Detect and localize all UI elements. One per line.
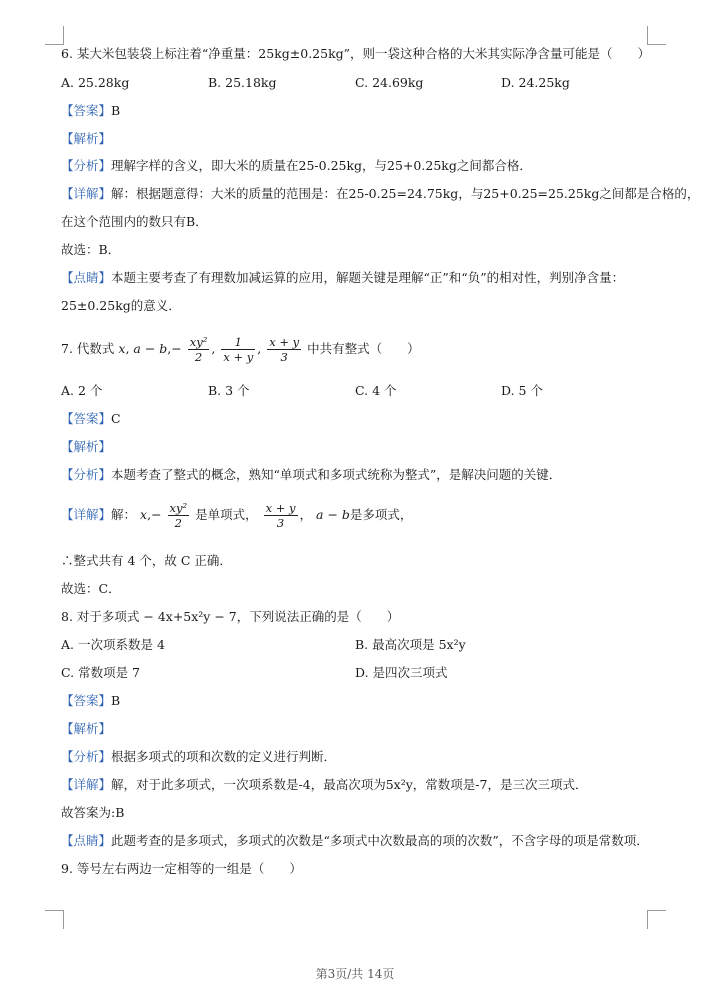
q7-analysis-heading [61, 439, 111, 455]
page-footer: 第3页/共 14页 [315, 967, 395, 981]
fenxi-text: 根据多项式的项和次数的定义进行判断． [111, 749, 337, 764]
expr-sep: , [167, 341, 172, 356]
expr-neg: − [151, 507, 162, 522]
answer-value: B [111, 693, 121, 708]
q6-answer [61, 103, 120, 119]
fenxi-tag: 【分析】 [61, 158, 112, 173]
q8-option-a: A. 一次项系数是 4 [61, 637, 165, 652]
analysis-tag: 【解析】 [61, 131, 112, 146]
q8-comment [61, 833, 649, 849]
q6-option-c: C. 24.69kg [355, 75, 424, 90]
expr-sep: , [211, 341, 216, 356]
analysis-tag: 【解析】 [61, 439, 112, 454]
q8-answer [61, 693, 120, 709]
answer-tag: 【答案】 [61, 411, 112, 426]
q6-fenxi [61, 158, 532, 174]
q7-option-b: B. 3 个 [208, 383, 250, 398]
fraction-xy2-over-2: $\frac{\text{xy²}}{2}$ [169, 501, 188, 530]
crop-mark-top-right [647, 26, 666, 45]
q7-answer [61, 411, 121, 427]
analysis-tag: 【解析】 [61, 721, 112, 736]
detail-mid-1: 是单项式， [195, 507, 258, 522]
detail-text: 解：根据题意得：大米的质量的范围是：在25-0.25=24.75kg，与25+0.25=25.25kg之间都是合格的， [111, 186, 700, 201]
expr-neg: − [171, 341, 182, 356]
q8-option-d: D. 是四次三项式 [355, 665, 448, 680]
q7-detail [61, 498, 412, 532]
detail-tag: 【详解】 [61, 777, 112, 792]
comment-tag: 【点睛】 [61, 833, 112, 848]
answer-value: B [111, 103, 121, 118]
detail-text: 解，对于此多项式，一次项系数是-4，最高次项为5x²y，常数项是-7，是三次三项式． [111, 777, 588, 792]
expr-a-minus-b: a − b [133, 341, 168, 356]
q6-detail-line-1 [61, 186, 699, 202]
detail-mid-2: ， [299, 507, 313, 522]
q6-comment-line-2: 25±0.25kg的意义． [61, 298, 181, 313]
q8-option-c: C. 常数项是 7 [61, 665, 140, 680]
q9-stem: 9. 等号左右两边一定相等的一组是（ ） [61, 861, 302, 876]
fenxi-tag: 【分析】 [61, 467, 112, 482]
detail-tag: 【详解】 [61, 186, 112, 201]
expr-sep: , [147, 507, 152, 522]
detail-tag: 【详解】 [61, 507, 112, 522]
crop-mark-top-left [45, 26, 64, 45]
q7-option-c: C. 4 个 [355, 383, 397, 398]
q6-option-a: A. 25.28kg [61, 75, 130, 90]
detail-end: 是多项式， [349, 507, 413, 522]
q7-option-a: A. 2 个 [61, 383, 103, 398]
fenxi-text: 本题考查了整式的概念，熟知“单项式和多项式统称为整式”，是解决问题的关键． [111, 467, 562, 482]
q7-choose: 故选：C． [61, 581, 121, 596]
q7-conclusion: ∴整式共有 4 个，故 C 正确． [61, 553, 232, 568]
q8-analysis-heading [61, 721, 111, 737]
q8-fenxi [61, 749, 336, 765]
fraction-xy2-over-2: $\frac{\text{xy²}}{2}$ [189, 335, 208, 364]
q7-fenxi [61, 467, 561, 483]
q7-stem-prefix: 7. 代数式 [61, 341, 115, 356]
q7-stem [61, 334, 420, 364]
detail-pre: 解： [111, 507, 137, 522]
fenxi-tag: 【分析】 [61, 749, 112, 764]
answer-tag: 【答案】 [61, 693, 112, 708]
expr-x: x [140, 507, 148, 522]
fenxi-text: 理解字样的含义，即大米的质量在25-0.25kg，与25+0.25kg之间都合格． [111, 158, 532, 173]
q7-stem-suffix: 中共有整式（ ） [307, 341, 420, 356]
q6-detail-line-2: 在这个范围内的数只有B． [61, 214, 208, 229]
comment-text: 此题考查的是多项式，多项式的次数是“多项式中次数最高的项的次数”，不含字母的项是常数项． [111, 833, 649, 848]
q6-analysis-heading [61, 131, 111, 147]
q8-option-b: B. 最高次项是 5x²y [355, 637, 466, 652]
comment-tag: 【点睛】 [61, 270, 112, 285]
q6-option-d: D. 24.25kg [501, 75, 570, 90]
expr-x: x [118, 341, 126, 356]
fraction-1-over-x-plus-y: $\frac{1}{x + y}$ [223, 335, 254, 364]
q6-option-b: B. 25.18kg [208, 75, 277, 90]
expr-sep: , [257, 341, 262, 356]
comment-text: 本题主要考查了有理数加减运算的应用，解题关键是理解“正”和“负”的相对性，判别净含量： [111, 270, 625, 285]
q7-option-d: D. 5 个 [501, 383, 543, 398]
answer-tag: 【答案】 [61, 103, 112, 118]
expr-sep: , [125, 341, 130, 356]
q8-choose: 故答案为:B [61, 805, 125, 820]
detail-a-minus-b: a − b [316, 507, 350, 522]
q6-choose: 故选：B． [61, 242, 121, 257]
fraction-x-plus-y-over-3: $\frac{x + y}{3}$ [265, 501, 296, 530]
q6-comment-line-1 [61, 270, 624, 286]
crop-mark-bottom-right [647, 910, 666, 929]
fraction-x-plus-y-over-3: $\frac{x + y}{3}$ [269, 335, 300, 364]
q8-stem: 8. 对于多项式 − 4x+5x²y − 7，下列说法正确的是（ ） [61, 609, 400, 624]
crop-mark-bottom-left [45, 910, 64, 929]
q6-stem: 6. 某大米包装袋上标注着“净重量：25kg±0.25kg”，则一袋这种合格的大米其实际净含量可能是（ ） [61, 46, 651, 61]
q8-detail [61, 777, 587, 793]
answer-value: C [111, 411, 121, 426]
